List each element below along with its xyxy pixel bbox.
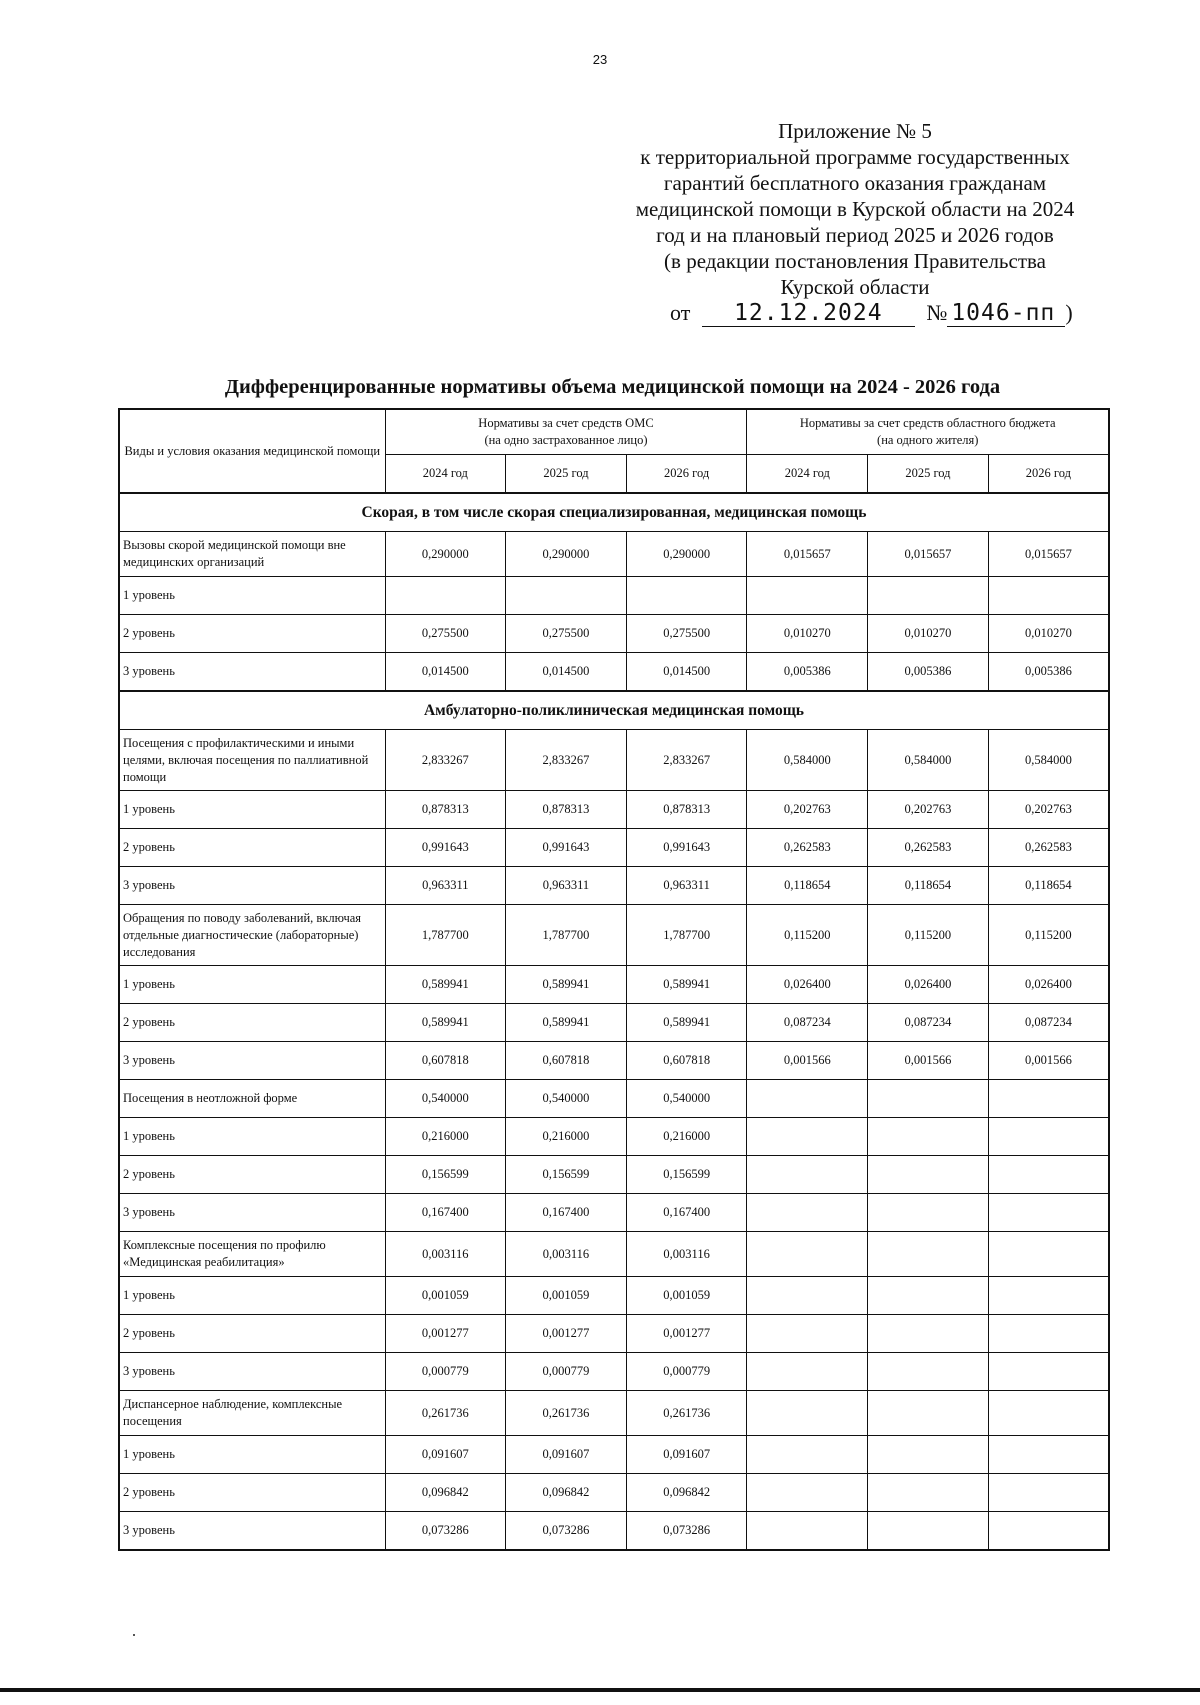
section-row [119,691,1109,730]
table-row [119,1436,1109,1474]
value-cell: 0,115200 [868,905,989,966]
value-cell [988,1118,1109,1156]
value-cell [506,577,627,615]
value-cell [868,1436,989,1474]
table-row [119,1118,1109,1156]
value-cell: 0,115200 [988,905,1109,966]
value-cell [626,577,747,615]
value-cell [988,1277,1109,1315]
value-cell: 0,087234 [988,1004,1109,1042]
value-cell [868,1194,989,1232]
value-cell: 0,014500 [385,653,506,692]
value-cell [988,1474,1109,1512]
value-cell [747,1156,868,1194]
value-cell: 0,091607 [626,1436,747,1474]
value-cell: 0,262583 [988,829,1109,867]
value-cell: 0,118654 [988,867,1109,905]
budget-header: Нормативы за счет средств областного бюджета (на одного жителя) [747,409,1109,455]
value-cell: 0,607818 [385,1042,506,1080]
value-cell [988,1080,1109,1118]
year-header: 2024 год [747,455,868,494]
row-name: 2 уровень [119,1156,385,1194]
value-cell: 0,589941 [626,966,747,1004]
value-cell [988,1391,1109,1436]
value-cell: 0,003116 [626,1232,747,1277]
table-row [119,653,1109,692]
value-cell: 0,026400 [868,966,989,1004]
value-cell: 0,001059 [385,1277,506,1315]
value-cell: 0,991643 [385,829,506,867]
table-row [119,966,1109,1004]
value-cell [868,1512,989,1551]
value-cell: 0,026400 [988,966,1109,1004]
row-name: Обращения по поводу заболеваний, включая отдельные диагностические (лабораторные) исследования [119,905,385,966]
value-cell: 0,878313 [506,791,627,829]
row-name: 3 уровень [119,1042,385,1080]
value-cell: 0,001566 [988,1042,1109,1080]
row-name: 2 уровень [119,615,385,653]
value-cell [868,1232,989,1277]
value-cell: 0,290000 [626,532,747,577]
table-row [119,1004,1109,1042]
value-cell: 0,015657 [747,532,868,577]
value-cell [868,1118,989,1156]
table-row [119,791,1109,829]
resolution-number: 1046-пп [947,300,1065,327]
value-cell: 0,584000 [747,730,868,791]
value-cell: 0,167400 [626,1194,747,1232]
value-cell: 0,540000 [626,1080,747,1118]
value-cell: 0,167400 [385,1194,506,1232]
value-cell: 0,607818 [506,1042,627,1080]
document-title: Дифференцированные нормативы объема медицинской помощи на 2024 - 2026 года [224,376,1001,398]
value-cell: 0,073286 [626,1512,747,1551]
appendix-line: год и на плановый период 2025 и 2026 годов [656,223,1054,247]
table-row [119,905,1109,966]
value-cell [747,1118,868,1156]
value-cell: 0,202763 [988,791,1109,829]
year-header: 2025 год [868,455,989,494]
value-cell [385,577,506,615]
value-cell: 0,991643 [626,829,747,867]
value-cell: 0,015657 [988,532,1109,577]
value-cell: 0,275500 [385,615,506,653]
value-cell: 1,787700 [506,905,627,966]
value-cell [747,1080,868,1118]
norms-table [118,408,1110,1551]
value-cell [747,1277,868,1315]
value-cell: 0,000779 [385,1353,506,1391]
value-cell [747,1353,868,1391]
value-cell [988,1232,1109,1277]
value-cell: 0,963311 [626,867,747,905]
appendix-line: к территориальной программе государственных [640,145,1070,169]
value-cell: 0,118654 [868,867,989,905]
value-cell: 0,087234 [868,1004,989,1042]
year-header: 2024 год [385,455,506,494]
value-cell [988,1436,1109,1474]
value-cell [988,1194,1109,1232]
value-cell: 0,096842 [385,1474,506,1512]
appendix-line: Курской области [780,275,930,299]
value-cell [988,1353,1109,1391]
value-cell [988,1156,1109,1194]
value-cell: 0,091607 [506,1436,627,1474]
value-cell [868,1353,989,1391]
value-cell: 0,275500 [506,615,627,653]
value-cell: 0,589941 [626,1004,747,1042]
value-cell: 0,014500 [626,653,747,692]
scan-speck [133,1634,135,1636]
value-cell: 0,991643 [506,829,627,867]
value-cell: 0,005386 [747,653,868,692]
value-cell: 1,787700 [385,905,506,966]
value-cell: 2,833267 [626,730,747,791]
value-cell: 0,589941 [385,966,506,1004]
row-name: 2 уровень [119,1004,385,1042]
row-name: 3 уровень [119,1353,385,1391]
value-cell: 0,262583 [747,829,868,867]
oms-header: Нормативы за счет средств ОМС (на одно застрахованное лицо) [385,409,747,455]
resolution-date: 12.12.2024 [702,300,915,327]
table-row [119,1391,1109,1436]
value-cell: 0,261736 [626,1391,747,1436]
row-name: Вызовы скорой медицинской помощи вне медицинских организаций [119,532,385,577]
value-cell: 0,000779 [506,1353,627,1391]
table-row [119,867,1109,905]
value-cell: 0,156599 [626,1156,747,1194]
value-cell: 0,963311 [506,867,627,905]
value-cell [747,1391,868,1436]
name-column-header: Виды и условия оказания медицинской помощи [119,409,385,493]
table-row [119,1512,1109,1551]
appendix-line: медицинской помощи в Курской области на 2024 [635,197,1075,221]
value-cell: 0,275500 [626,615,747,653]
value-cell: 0,290000 [385,532,506,577]
value-cell: 0,216000 [626,1118,747,1156]
value-cell: 0,607818 [626,1042,747,1080]
value-cell: 0,118654 [747,867,868,905]
value-cell: 0,290000 [506,532,627,577]
approval-line [670,300,1073,327]
row-name: 3 уровень [119,1512,385,1551]
table-row [119,532,1109,577]
appendix-line: Приложение № 5 [778,119,932,143]
from-label: от [670,300,691,325]
table-row [119,1277,1109,1315]
value-cell: 0,026400 [747,966,868,1004]
table-row [119,1194,1109,1232]
value-cell: 0,589941 [506,1004,627,1042]
value-cell [747,1474,868,1512]
value-cell: 0,261736 [506,1391,627,1436]
value-cell: 0,073286 [506,1512,627,1551]
value-cell: 0,073286 [385,1512,506,1551]
value-cell: 0,010270 [988,615,1109,653]
value-cell: 0,001059 [626,1277,747,1315]
value-cell: 0,584000 [868,730,989,791]
row-name: 1 уровень [119,1277,385,1315]
value-cell: 0,156599 [385,1156,506,1194]
table-row [119,1474,1109,1512]
row-name: 2 уровень [119,1315,385,1353]
section-title: Амбулаторно-поликлиническая медицинская помощь [119,691,1109,730]
value-cell [988,1512,1109,1551]
row-name: 1 уровень [119,1118,385,1156]
close-paren: ) [1065,300,1073,325]
table-row [119,1042,1109,1080]
value-cell: 0,589941 [385,1004,506,1042]
value-cell: 0,001277 [506,1315,627,1353]
value-cell: 0,216000 [385,1118,506,1156]
value-cell: 0,540000 [385,1080,506,1118]
row-name: 3 уровень [119,867,385,905]
value-cell [747,577,868,615]
value-cell: 0,589941 [506,966,627,1004]
row-name: 1 уровень [119,791,385,829]
value-cell: 0,010270 [868,615,989,653]
year-header: 2026 год [988,455,1109,494]
value-cell: 0,115200 [747,905,868,966]
value-cell: 0,014500 [506,653,627,692]
value-cell: 0,156599 [506,1156,627,1194]
value-cell: 1,787700 [626,905,747,966]
value-cell: 0,261736 [385,1391,506,1436]
value-cell [747,1232,868,1277]
value-cell: 0,091607 [385,1436,506,1474]
row-name: Посещения в неотложной форме [119,1080,385,1118]
row-name: 3 уровень [119,653,385,692]
value-cell: 0,096842 [626,1474,747,1512]
value-cell: 2,833267 [506,730,627,791]
value-cell: 0,167400 [506,1194,627,1232]
row-name: 1 уровень [119,1436,385,1474]
appendix-line: (в редакции постановления Правительства [664,249,1046,273]
value-cell [868,577,989,615]
table-row [119,730,1109,791]
value-cell: 0,001566 [868,1042,989,1080]
value-cell [747,1315,868,1353]
table-row [119,1315,1109,1353]
value-cell: 0,001059 [506,1277,627,1315]
row-name: 3 уровень [119,1194,385,1232]
value-cell: 0,963311 [385,867,506,905]
row-name: Диспансерное наблюдение, комплексные посещения [119,1391,385,1436]
value-cell [747,1436,868,1474]
number-label: № [926,300,948,325]
year-header: 2025 год [506,455,627,494]
table-row [119,1232,1109,1277]
table-row [119,1353,1109,1391]
appendix-header [585,118,1125,300]
table-row [119,1080,1109,1118]
value-cell [747,1512,868,1551]
value-cell [868,1156,989,1194]
value-cell: 2,833267 [385,730,506,791]
value-cell: 0,202763 [868,791,989,829]
value-cell: 0,005386 [868,653,989,692]
value-cell: 0,001277 [626,1315,747,1353]
value-cell: 0,878313 [385,791,506,829]
appendix-line: гарантий бесплатного оказания гражданам [663,171,1047,195]
value-cell: 0,087234 [747,1004,868,1042]
value-cell: 0,005386 [988,653,1109,692]
value-cell [868,1474,989,1512]
value-cell [988,577,1109,615]
value-cell: 0,096842 [506,1474,627,1512]
row-name: 2 уровень [119,829,385,867]
scan-edge [0,1688,1200,1692]
section-title: Скорая, в том числе скорая специализированная, медицинская помощь [119,493,1109,532]
value-cell [868,1277,989,1315]
year-header: 2026 год [626,455,747,494]
section-row [119,493,1109,532]
table-row [119,1156,1109,1194]
table-body [119,493,1109,1550]
value-cell [747,1194,868,1232]
value-cell: 0,262583 [868,829,989,867]
value-cell [988,1315,1109,1353]
value-cell: 0,010270 [747,615,868,653]
value-cell: 0,000779 [626,1353,747,1391]
row-name: 1 уровень [119,577,385,615]
value-cell: 0,584000 [988,730,1109,791]
value-cell: 0,540000 [506,1080,627,1118]
value-cell: 0,001277 [385,1315,506,1353]
row-name: 1 уровень [119,966,385,1004]
value-cell: 0,003116 [506,1232,627,1277]
value-cell [868,1080,989,1118]
value-cell: 0,003116 [385,1232,506,1277]
row-name: Комплексные посещения по профилю «Медицинская реабилитация» [119,1232,385,1277]
value-cell: 0,878313 [626,791,747,829]
value-cell: 0,202763 [747,791,868,829]
value-cell: 0,015657 [868,532,989,577]
value-cell [868,1315,989,1353]
value-cell: 0,216000 [506,1118,627,1156]
row-name: 2 уровень [119,1474,385,1512]
value-cell: 0,001566 [747,1042,868,1080]
value-cell [868,1391,989,1436]
page-number: 23 [592,52,608,67]
table-row [119,615,1109,653]
table-row [119,577,1109,615]
table-row [119,829,1109,867]
row-name: Посещения с профилактическими и иными целями, включая посещения по паллиативной помощи [119,730,385,791]
